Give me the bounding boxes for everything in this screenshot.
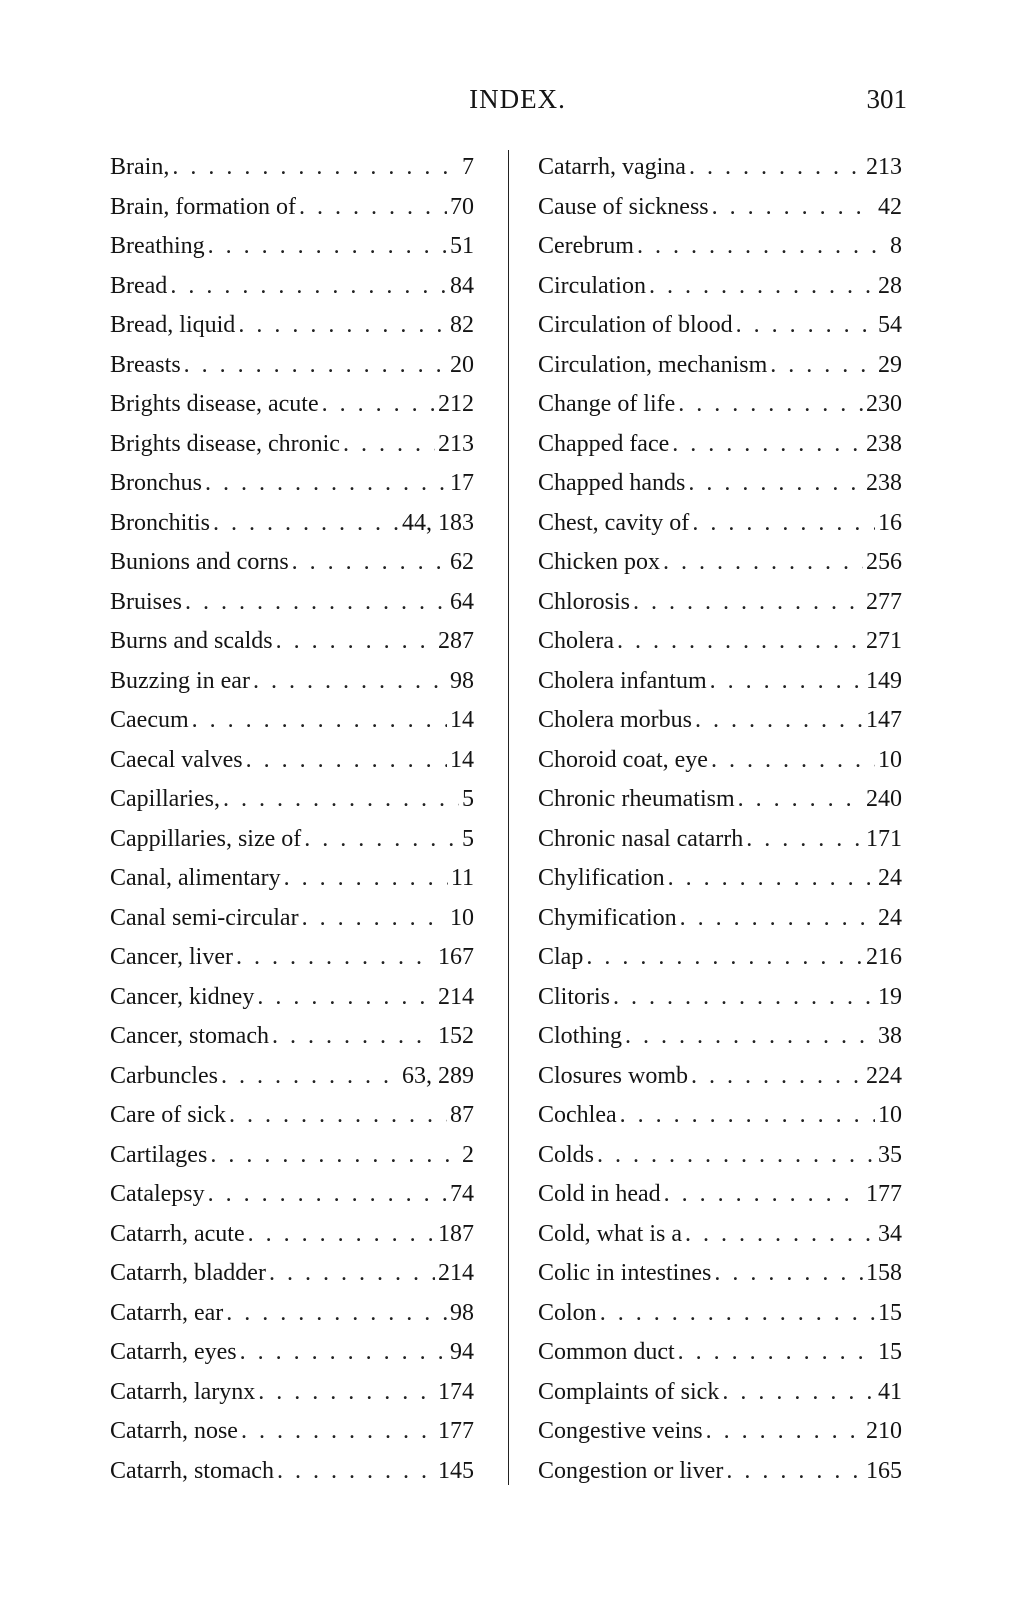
index-page-ref: 2: [462, 1141, 474, 1168]
index-entry: [538, 938, 902, 978]
index-term: Canal semi-circular: [110, 904, 299, 931]
index-entry: [538, 188, 902, 228]
index-page-ref: 82: [450, 312, 474, 338]
index-term: Brain,: [110, 154, 170, 180]
dot-leader: [586, 938, 863, 978]
dot-leader: [284, 859, 448, 899]
index-term: Cerebrum: [538, 233, 634, 259]
index-term: Congestion or liver: [538, 1457, 724, 1484]
index-page-ref: 70: [450, 193, 474, 220]
dot-leader: [299, 188, 447, 228]
index-page-ref: 7: [462, 154, 474, 180]
index-term: Chest, cavity of: [538, 509, 690, 536]
index-page-ref: 177: [438, 1418, 474, 1444]
index-entry: [110, 622, 474, 662]
index-page-ref: 84: [450, 272, 474, 299]
dot-leader: [770, 346, 875, 386]
index-entry: [538, 583, 902, 623]
index-page-ref: 63, 289: [402, 1062, 474, 1089]
index-entry: [110, 1096, 474, 1136]
running-head: [0, 80, 1035, 120]
index-page-ref: 210: [866, 1418, 902, 1444]
index-page-ref: 167: [438, 944, 474, 970]
index-term: Chapped face: [538, 430, 670, 457]
index-entry: [110, 1333, 474, 1373]
index-term: Choroid coat, eye: [538, 746, 708, 773]
index-entry: [110, 464, 474, 504]
index-page-ref: 10: [450, 904, 474, 931]
dot-leader: [226, 1294, 447, 1334]
index-page-ref: 35: [878, 1141, 902, 1168]
dot-leader: [253, 662, 447, 702]
dot-leader: [276, 622, 435, 662]
index-term: Canal, alimentary: [110, 865, 281, 891]
index-term: Bronchus: [110, 470, 202, 496]
index-page-ref: 15: [878, 1299, 902, 1326]
index-entry: [110, 978, 474, 1018]
dot-leader: [633, 583, 863, 623]
index-entry: [538, 780, 902, 820]
index-entry: [110, 504, 474, 544]
index-entry: [538, 1373, 902, 1413]
dot-leader: [304, 820, 459, 860]
index-term: Colon: [538, 1299, 597, 1326]
dot-leader: [664, 1175, 863, 1215]
dot-leader: [722, 1373, 875, 1413]
index-page-ref: 94: [450, 1339, 474, 1365]
dot-leader: [714, 1254, 863, 1294]
index-page-ref: 171: [866, 825, 902, 852]
column-divider: [508, 150, 509, 1485]
index-page-ref: 152: [438, 1023, 474, 1049]
index-page-ref: 64: [450, 588, 474, 615]
dot-leader: [272, 1017, 435, 1057]
dot-leader: [240, 1333, 447, 1373]
index-term: Chylification: [538, 865, 665, 891]
dot-leader: [192, 701, 447, 741]
index-term: Clitoris: [538, 983, 611, 1010]
dot-leader: [229, 1096, 447, 1136]
index-term: Catarrh, larynx: [110, 1378, 256, 1405]
index-entry: [538, 1057, 902, 1097]
index-entry: [538, 227, 902, 267]
index-entry: [538, 899, 902, 939]
index-entry: [538, 1096, 902, 1136]
index-page-ref: 224: [866, 1062, 902, 1089]
dot-leader: [637, 227, 887, 267]
index-page-ref: 20: [450, 351, 474, 378]
page-title: INDEX.: [469, 84, 566, 114]
dot-leader: [617, 622, 863, 662]
index-page-ref: 5: [462, 786, 474, 812]
dot-leader: [205, 464, 447, 504]
index-column-left: [110, 148, 474, 1491]
index-entry: [110, 346, 474, 386]
index-page-ref: 256: [866, 549, 902, 575]
dot-leader: [706, 1412, 863, 1452]
index-page-ref: 14: [450, 707, 474, 733]
index-entry: [110, 780, 474, 820]
dot-leader: [172, 148, 459, 188]
index-page-ref: 28: [878, 272, 902, 299]
index-entry: [110, 701, 474, 741]
dot-leader: [241, 1412, 435, 1452]
index-term: Brights disease, acute: [110, 391, 319, 417]
index-term: Catarrh, nose: [110, 1418, 238, 1444]
index-page-ref: 8: [890, 233, 902, 259]
dot-leader: [712, 188, 875, 228]
index-term: Change of life: [538, 391, 676, 417]
index-term: Cause of sickness: [538, 193, 709, 220]
index-page-ref: 287: [438, 628, 474, 654]
index-entry: [110, 1175, 474, 1215]
dot-leader: [746, 820, 863, 860]
index-term: Clap: [538, 944, 584, 970]
dot-leader: [678, 1333, 875, 1373]
index-term: Cochlea: [538, 1102, 617, 1128]
index-page-ref: 240: [866, 786, 902, 812]
index-term: Complaints of sick: [538, 1378, 720, 1405]
index-entry: [538, 1294, 902, 1334]
index-entry: [110, 306, 474, 346]
index-term: Brights disease, chronic: [110, 430, 340, 457]
index-term: Cancer, liver: [110, 944, 233, 970]
index-entry: [110, 820, 474, 860]
index-entry: [110, 385, 474, 425]
index-term: Catarrh, vagina: [538, 154, 686, 180]
index-entry: [538, 701, 902, 741]
index-entry: [538, 622, 902, 662]
dot-leader: [208, 1175, 447, 1215]
index-page-ref: 212: [438, 391, 474, 417]
index-entry: [110, 267, 474, 307]
index-entry: [538, 741, 902, 781]
dot-leader: [680, 899, 875, 939]
index-entry: [110, 741, 474, 781]
index-entry: [538, 1254, 902, 1294]
index-term: Care of sick: [110, 1102, 226, 1128]
index-page-ref: 238: [866, 470, 902, 496]
index-page-ref: 174: [438, 1378, 474, 1405]
index-term: Bruises: [110, 588, 182, 615]
index-page-ref: 54: [878, 312, 902, 338]
index-term: Catarrh, eyes: [110, 1339, 237, 1365]
index-page-ref: 230: [866, 391, 902, 417]
dot-leader: [210, 1136, 459, 1176]
index-entry: [538, 1017, 902, 1057]
index-term: Catalepsy: [110, 1181, 205, 1207]
index-page-ref: 19: [878, 983, 902, 1010]
index-term: Brain, formation of: [110, 193, 296, 220]
index-page-ref: 98: [450, 667, 474, 694]
dot-leader: [185, 583, 447, 623]
index-entry: [110, 425, 474, 465]
index-entry: [110, 543, 474, 583]
dot-leader: [691, 1057, 863, 1097]
index-term: Cold in head: [538, 1181, 661, 1207]
index-term: Chicken pox: [538, 549, 660, 575]
index-entry: [538, 1452, 902, 1492]
dot-leader: [649, 267, 875, 307]
dot-leader: [613, 978, 875, 1018]
index-term: Chlorosis: [538, 588, 631, 615]
index-entry: [538, 1215, 902, 1255]
index-page-ref: 214: [438, 983, 474, 1010]
index-page-ref: 74: [450, 1181, 474, 1207]
index-term: Congestive veins: [538, 1418, 703, 1444]
index-term: Catarrh, ear: [110, 1299, 224, 1326]
index-column-right: [538, 148, 902, 1491]
index-page-ref: 216: [866, 944, 902, 970]
index-term: Circulation: [538, 272, 646, 299]
index-entry: [538, 464, 902, 504]
dot-leader: [726, 1452, 863, 1492]
index-term: Colic in intestines: [538, 1260, 712, 1286]
index-entry: [538, 267, 902, 307]
index-entry: [538, 306, 902, 346]
index-entry: [110, 899, 474, 939]
index-term: Cancer, kidney: [110, 983, 255, 1010]
index-page-ref: 145: [438, 1457, 474, 1484]
dot-leader: [663, 543, 863, 583]
index-entry: [110, 1057, 474, 1097]
index-term: Buzzing in ear: [110, 667, 250, 694]
index-entry: [110, 938, 474, 978]
index-term: Carbuncles: [110, 1062, 218, 1089]
index-page-ref: 165: [866, 1457, 902, 1484]
index-entry: [110, 859, 474, 899]
index-term: Chapped hands: [538, 470, 686, 496]
dot-leader: [710, 662, 863, 702]
index-page-ref: 10: [878, 1102, 902, 1128]
index-page-ref: 213: [866, 154, 902, 180]
dot-leader: [236, 938, 435, 978]
index-entry: [110, 188, 474, 228]
index-term: Common duct: [538, 1339, 675, 1365]
index-entry: [110, 1373, 474, 1413]
index-term: Breathing: [110, 233, 205, 259]
index-page-ref: 17: [450, 470, 474, 496]
dot-leader: [302, 899, 447, 939]
dot-leader: [597, 1136, 875, 1176]
dot-leader: [620, 1096, 875, 1136]
index-term: Catarrh, bladder: [110, 1260, 266, 1286]
index-page-ref: 24: [878, 904, 902, 931]
dot-leader: [238, 306, 447, 346]
dot-leader: [258, 1373, 435, 1413]
dot-leader: [695, 701, 863, 741]
index-entry: [538, 859, 902, 899]
dot-leader: [322, 385, 435, 425]
index-page-ref: 14: [450, 746, 474, 773]
index-page-ref: 238: [866, 430, 902, 457]
index-entry: [538, 425, 902, 465]
index-page-ref: 15: [878, 1339, 902, 1365]
index-term: Chronic nasal catarrh: [538, 825, 744, 852]
index-term: Circulation of blood: [538, 312, 733, 338]
index-entry: [538, 1175, 902, 1215]
dot-leader: [221, 1057, 399, 1097]
index-page-ref: 5: [462, 825, 474, 852]
index-page-ref: 42: [878, 193, 902, 220]
dot-leader: [678, 385, 863, 425]
index-page-ref: 87: [450, 1102, 474, 1128]
index-term: Cappillaries, size of: [110, 825, 302, 852]
dot-leader: [257, 978, 435, 1018]
dot-leader: [208, 227, 447, 267]
index-entry: [110, 1254, 474, 1294]
index-entry: [538, 1136, 902, 1176]
index-term: Chronic rheumatism: [538, 786, 735, 812]
index-page-ref: 277: [866, 588, 902, 615]
dot-leader: [184, 346, 447, 386]
dot-leader: [277, 1452, 435, 1492]
index-term: Catarrh, acute: [110, 1220, 245, 1247]
index-entry: [538, 346, 902, 386]
index-page-ref: 214: [438, 1260, 474, 1286]
index-page-ref: 177: [866, 1181, 902, 1207]
index-page-ref: 98: [450, 1299, 474, 1326]
index-entry: [110, 1412, 474, 1452]
dot-leader: [688, 464, 863, 504]
dot-leader: [672, 425, 863, 465]
index-entry: [538, 543, 902, 583]
index-term: Breasts: [110, 351, 181, 378]
dot-leader: [343, 425, 435, 465]
index-page-ref: 29: [878, 351, 902, 378]
index-term: Catarrh, stomach: [110, 1457, 274, 1484]
index-entry: [538, 504, 902, 544]
index-page-ref: 10: [878, 746, 902, 773]
index-term: Cholera morbus: [538, 707, 692, 733]
dot-leader: [248, 1215, 435, 1255]
index-page-ref: 62: [450, 549, 474, 575]
index-page-ref: 16: [878, 509, 902, 536]
index-page-ref: 24: [878, 865, 902, 891]
dot-leader: [689, 148, 863, 188]
index-entry: [538, 1333, 902, 1373]
index-page-ref: 213: [438, 430, 474, 457]
index-entry: [538, 820, 902, 860]
dot-leader: [292, 543, 447, 583]
dot-leader: [213, 504, 399, 544]
index-entry: [110, 1215, 474, 1255]
index-entry: [538, 148, 902, 188]
dot-leader: [711, 741, 875, 781]
index-page-ref: 149: [866, 667, 902, 694]
index-page-ref: 38: [878, 1023, 902, 1049]
index-entry: [110, 1017, 474, 1057]
dot-leader: [246, 741, 447, 781]
dot-leader: [625, 1017, 875, 1057]
index-term: Clothing: [538, 1023, 623, 1049]
index-entry: [538, 978, 902, 1018]
dot-leader: [223, 780, 459, 820]
index-page-ref: 34: [878, 1220, 902, 1247]
index-page-ref: 44, 183: [402, 509, 474, 536]
dot-leader: [685, 1215, 875, 1255]
index-page-ref: 158: [866, 1260, 902, 1286]
dot-leader: [170, 267, 447, 307]
index-term: Caecal valves: [110, 746, 243, 773]
index-term: Cartilages: [110, 1141, 208, 1168]
index-term: Bread, liquid: [110, 312, 236, 338]
index-entry: [110, 583, 474, 623]
index-entry: [110, 1294, 474, 1334]
index-term: Cold, what is a: [538, 1220, 682, 1247]
dot-leader: [600, 1294, 875, 1334]
dot-leader: [692, 504, 875, 544]
index-term: Chymification: [538, 904, 677, 931]
dot-leader: [668, 859, 875, 899]
index-term: Caecum: [110, 707, 189, 733]
index-term: Cholera: [538, 628, 614, 654]
index-page-ref: 41: [878, 1378, 902, 1405]
index-page-ref: 51: [450, 233, 474, 259]
index-page-ref: 11: [450, 865, 474, 891]
index-term: Cholera infantum: [538, 667, 707, 694]
index-entry: [538, 1412, 902, 1452]
index-term: Capillaries,: [110, 786, 220, 812]
dot-leader: [738, 780, 863, 820]
index-entry: [110, 662, 474, 702]
dot-leader: [736, 306, 875, 346]
index-term: Burns and scalds: [110, 628, 273, 654]
index-term: Bunions and corns: [110, 549, 289, 575]
index-term: Colds: [538, 1141, 595, 1168]
index-term: Circulation, mechanism: [538, 351, 768, 378]
index-page-ref: 147: [866, 707, 902, 733]
index-entry: [110, 1452, 474, 1492]
index-page-ref: 271: [866, 628, 902, 654]
index-entry: [110, 148, 474, 188]
index-term: Bread: [110, 272, 168, 299]
index-term: Bronchitis: [110, 509, 210, 536]
index-entry: [110, 227, 474, 267]
dot-leader: [269, 1254, 435, 1294]
index-entry: [538, 662, 902, 702]
page-number: 301: [866, 84, 907, 114]
index-entry: [110, 1136, 474, 1176]
index-term: Cancer, stomach: [110, 1023, 269, 1049]
index-page-ref: 187: [438, 1220, 474, 1247]
index-entry: [538, 385, 902, 425]
index-term: Closures womb: [538, 1062, 688, 1089]
